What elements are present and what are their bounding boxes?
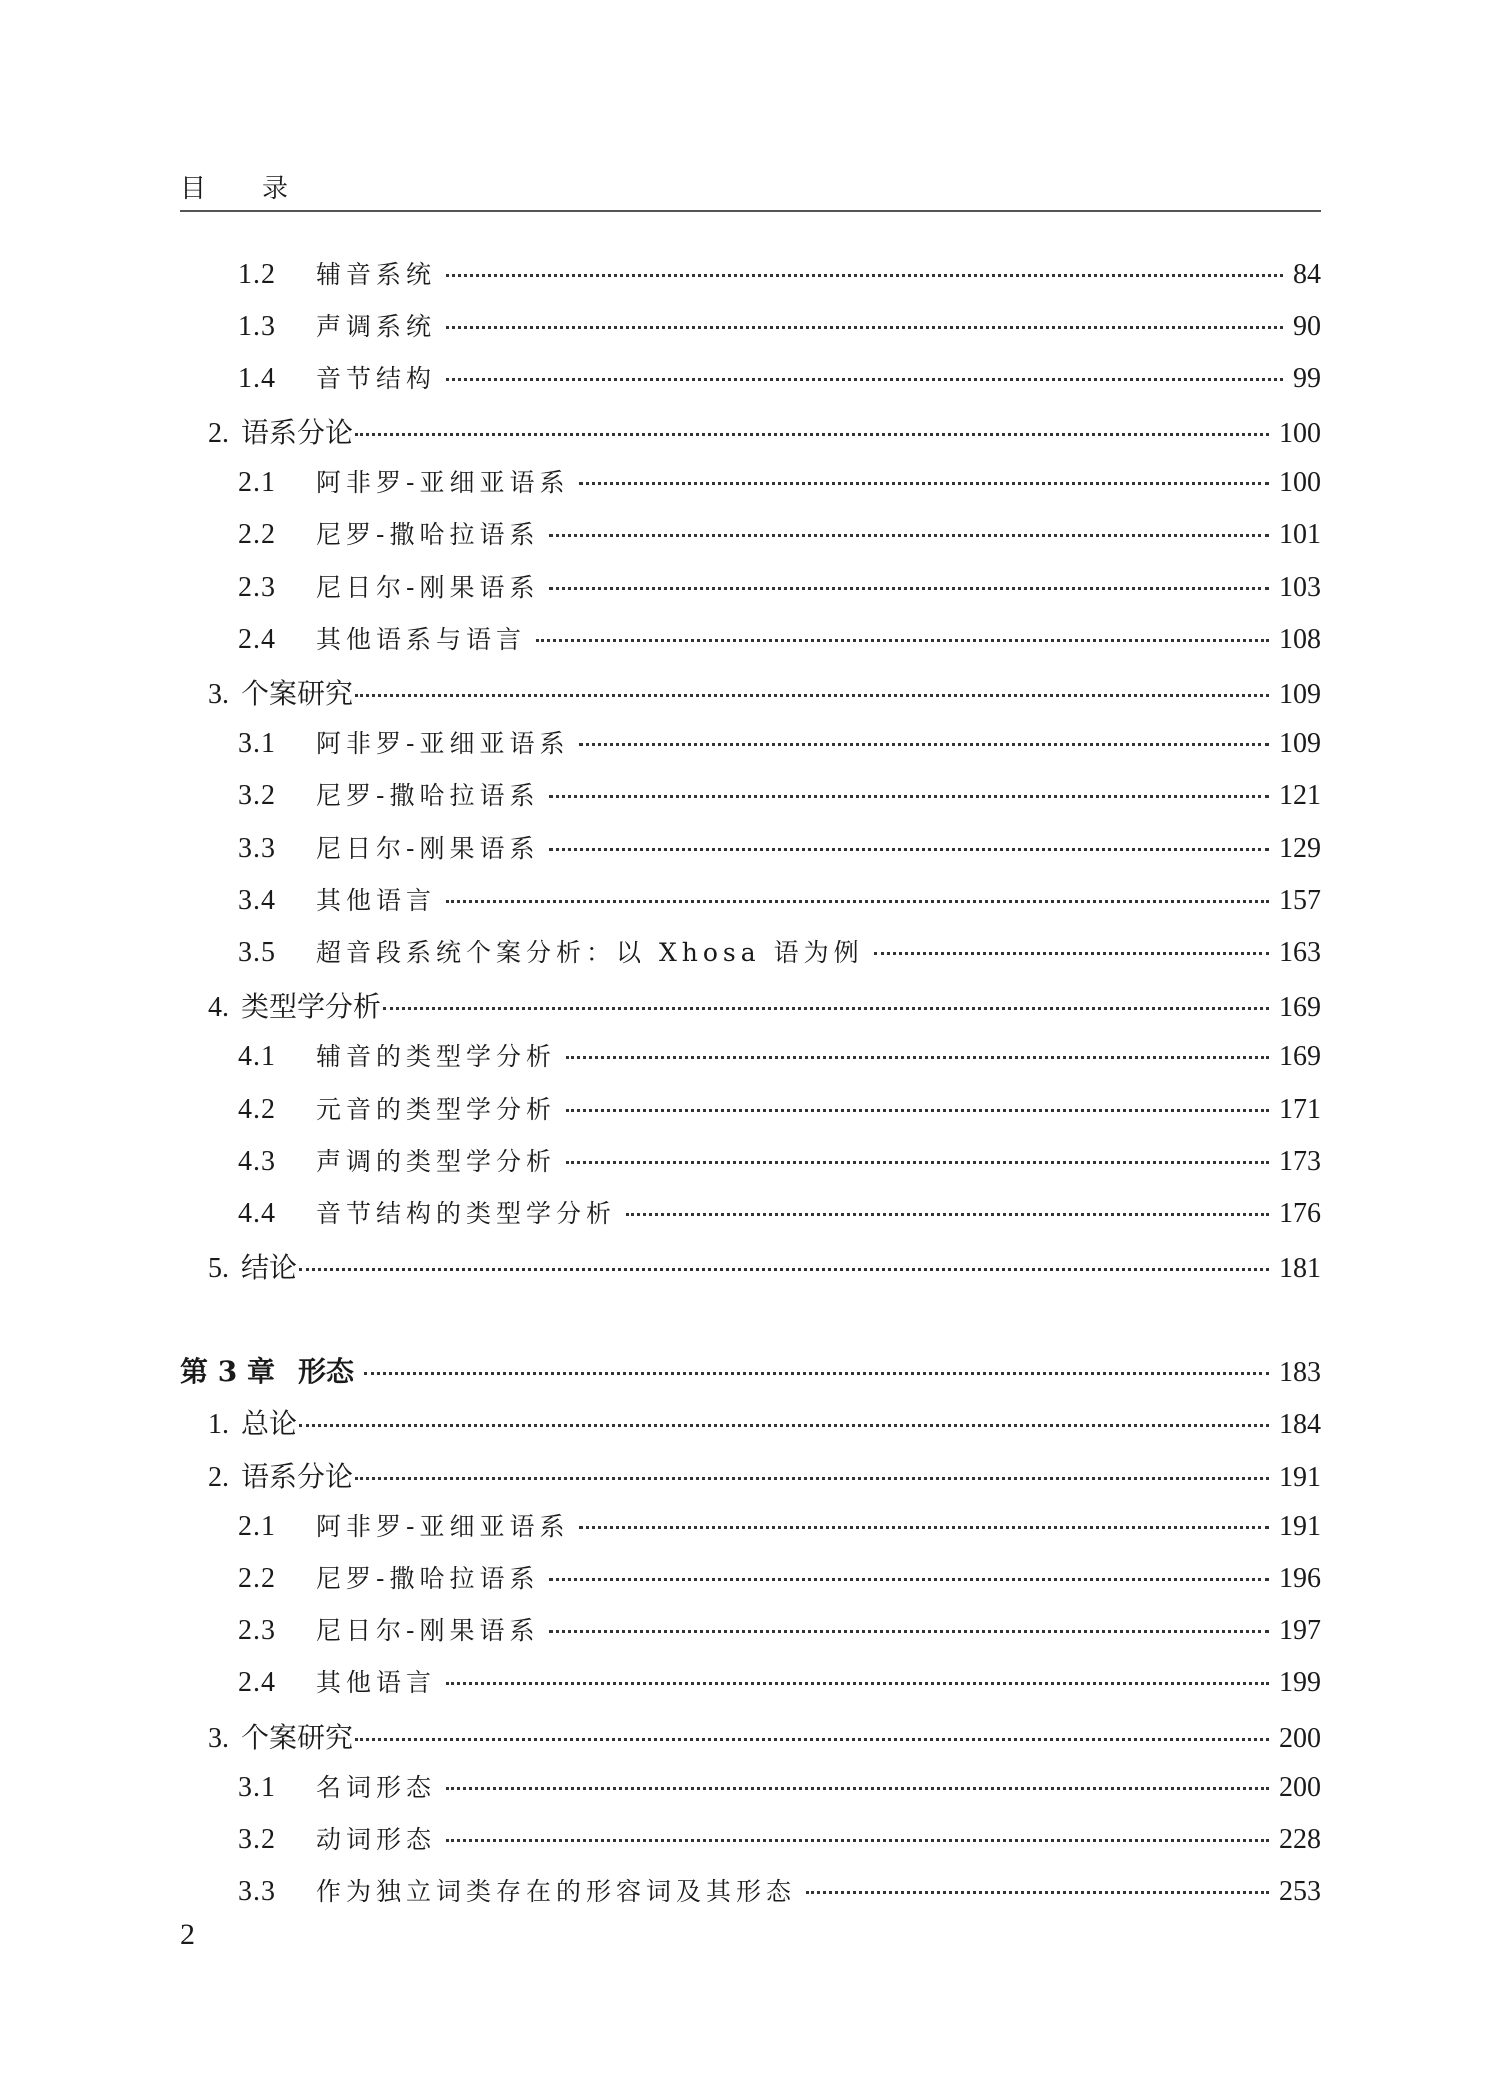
toc-entry-title: 超音段系统个案分析：以 Xhosa 语为例 <box>316 938 864 967</box>
dot-leader <box>549 1630 1269 1633</box>
toc-entry-title: 形态 <box>298 1355 355 1388</box>
toc-entry <box>238 255 1321 295</box>
dot-leader <box>874 952 1269 955</box>
toc-entry-number: 4.1 <box>238 1041 276 1072</box>
toc-entry <box>238 933 1321 973</box>
toc-entry-title: 作为独立词类存在的形容词及其形态 <box>316 1877 797 1906</box>
toc-entry-page: 100 <box>1279 418 1321 449</box>
toc-entry-number: 3.3 <box>238 833 276 864</box>
page-number: 2 <box>180 1918 195 1951</box>
toc-entry-page: 196 <box>1279 1563 1321 1594</box>
toc-entry-title: 尼罗-撒哈拉语系 <box>316 520 540 549</box>
toc-entry-page: 200 <box>1279 1772 1321 1803</box>
toc-entry-number: 4. <box>208 992 229 1023</box>
dot-leader <box>383 1007 1269 1010</box>
dot-leader <box>579 1526 1269 1529</box>
dot-leader <box>446 1839 1269 1842</box>
toc-entry-page: 109 <box>1279 728 1321 759</box>
toc-entry-title: 元音的类型学分析 <box>316 1095 557 1124</box>
toc-entry-page: 197 <box>1279 1615 1321 1646</box>
toc-entry <box>238 1142 1321 1182</box>
toc-entry <box>180 1350 1321 1390</box>
toc-entry-page: 173 <box>1279 1146 1321 1177</box>
toc-entry-title: 阿非罗-亚细亚语系 <box>316 729 570 758</box>
toc-entry-title: 声调系统 <box>316 312 437 341</box>
toc-entry-title: 尼日尔-刚果语系 <box>316 573 540 602</box>
dot-leader <box>355 1477 1269 1480</box>
dot-leader <box>549 534 1269 537</box>
toc-entry <box>208 672 1321 712</box>
dot-leader <box>299 1424 1269 1427</box>
toc-entry-number: 2.3 <box>238 1615 276 1646</box>
toc-entry <box>238 1872 1321 1912</box>
toc-entry-title: 动词形态 <box>316 1825 437 1854</box>
toc-entry-number: 3.4 <box>238 885 276 916</box>
dot-leader <box>549 795 1269 798</box>
toc-entry <box>238 724 1321 764</box>
toc-entry-page: 191 <box>1279 1462 1321 1493</box>
dot-leader <box>446 378 1283 381</box>
toc-entry-number: 3.1 <box>238 728 276 759</box>
toc-entry-page: 184 <box>1279 1409 1321 1440</box>
toc-entry <box>238 1194 1321 1234</box>
toc-entry-title: 个案研究 <box>241 1721 354 1754</box>
toc-entry-number: 2.2 <box>238 1563 276 1594</box>
toc-entry <box>238 568 1321 608</box>
toc-entry <box>208 411 1321 451</box>
toc-entry-title: 声调的类型学分析 <box>316 1147 557 1176</box>
toc-entry-title: 音节结构的类型学分析 <box>316 1199 617 1228</box>
toc-entry-number: 3.2 <box>238 780 276 811</box>
toc-entry <box>238 1611 1321 1651</box>
toc-entry-page: 100 <box>1279 467 1321 498</box>
toc-entry-page: 101 <box>1279 519 1321 550</box>
dot-leader <box>446 274 1283 277</box>
toc-entry <box>238 881 1321 921</box>
toc-entry <box>208 1246 1321 1286</box>
toc-entry-title: 语系分论 <box>241 1460 354 1493</box>
toc-entry <box>208 1716 1321 1756</box>
toc-entry-number: 2.2 <box>238 519 276 550</box>
toc-entry-title: 语系分论 <box>241 416 354 449</box>
toc-entry-number: 2.4 <box>238 1667 276 1698</box>
toc-entry-number: 1.3 <box>238 311 276 342</box>
dot-leader <box>446 1787 1269 1790</box>
dot-leader <box>355 1738 1269 1741</box>
toc-entry-number: 1.4 <box>238 363 276 394</box>
toc-entry-number: 3.1 <box>238 1772 276 1803</box>
toc-entry-number: 2.1 <box>238 1511 276 1542</box>
dot-leader <box>446 1682 1269 1685</box>
toc-entry-title: 尼日尔-刚果语系 <box>316 1616 540 1645</box>
toc-entry-page: 121 <box>1279 780 1321 811</box>
toc-entry-title: 音节结构 <box>316 364 437 393</box>
toc-entry <box>238 1820 1321 1860</box>
toc-entry-title: 其他语言 <box>316 1668 437 1697</box>
toc-entry-number: 1. <box>208 1409 229 1440</box>
toc-entry <box>238 463 1321 503</box>
dot-leader <box>536 639 1269 642</box>
toc-entry-number: 2. <box>208 418 229 449</box>
toc-entry-title: 阿非罗-亚细亚语系 <box>316 1512 570 1541</box>
toc-entry <box>238 1037 1321 1077</box>
dot-leader <box>806 1891 1269 1894</box>
toc-entry-page: 163 <box>1279 937 1321 968</box>
toc-entry-number: 1.2 <box>238 259 276 290</box>
toc-entry-title: 总论 <box>241 1407 298 1440</box>
toc-entry-page: 108 <box>1279 624 1321 655</box>
toc-entry-page: 228 <box>1279 1824 1321 1855</box>
toc-entry-number: 4.2 <box>238 1094 276 1125</box>
dot-leader <box>566 1161 1269 1164</box>
dot-leader <box>364 1372 1269 1375</box>
running-header-left: 目 <box>180 174 207 204</box>
toc-entry-number: 4.4 <box>238 1198 276 1229</box>
toc-entry <box>238 829 1321 869</box>
toc-entry <box>238 620 1321 660</box>
toc-entry-page: 84 <box>1293 259 1321 290</box>
toc-entry-page: 157 <box>1279 885 1321 916</box>
toc-entry <box>238 1090 1321 1130</box>
toc-entry-number: 2.1 <box>238 467 276 498</box>
toc-entry-number: 第 3 章 <box>180 1355 275 1388</box>
toc-entry-page: 176 <box>1279 1198 1321 1229</box>
toc-entry-number: 3.3 <box>238 1876 276 1907</box>
dot-leader <box>579 482 1269 485</box>
toc-entry <box>208 1455 1321 1495</box>
toc-entry-page: 181 <box>1279 1253 1321 1284</box>
toc-entry-page: 169 <box>1279 992 1321 1023</box>
dot-leader <box>446 900 1269 903</box>
toc-entry-title: 阿非罗-亚细亚语系 <box>316 468 570 497</box>
toc-entry-title: 尼罗-撒哈拉语系 <box>316 1564 540 1593</box>
toc-entry-page: 183 <box>1279 1357 1321 1388</box>
toc-entry-number: 3.2 <box>238 1824 276 1855</box>
dot-leader <box>549 1578 1269 1581</box>
toc-entry-page: 90 <box>1293 311 1321 342</box>
toc-entry-page: 169 <box>1279 1041 1321 1072</box>
toc-entry <box>238 1559 1321 1599</box>
toc-entry-number: 2.4 <box>238 624 276 655</box>
toc-entry-title: 个案研究 <box>241 677 354 710</box>
dot-leader <box>549 848 1269 851</box>
dot-leader <box>355 433 1269 436</box>
toc-entry <box>238 1507 1321 1547</box>
toc-entry-title: 名词形态 <box>316 1773 437 1802</box>
dot-leader <box>549 587 1269 590</box>
toc-entry <box>238 307 1321 347</box>
toc-entry-number: 2. <box>208 1462 229 1493</box>
toc-entry <box>208 985 1321 1025</box>
dot-leader <box>566 1109 1269 1112</box>
toc-entry-number: 3.5 <box>238 937 276 968</box>
toc-entry-number: 2.3 <box>238 572 276 603</box>
toc-entry-title: 类型学分析 <box>241 990 382 1023</box>
toc-entry-page: 99 <box>1293 363 1321 394</box>
dot-leader <box>566 1056 1269 1059</box>
toc-entry-page: 109 <box>1279 679 1321 710</box>
toc-entry-page: 191 <box>1279 1511 1321 1542</box>
dot-leader <box>579 743 1269 746</box>
toc-entry-page: 103 <box>1279 572 1321 603</box>
dot-leader <box>299 1268 1269 1271</box>
toc-entry-title: 其他语言 <box>316 886 437 915</box>
toc-entry-title: 其他语系与语言 <box>316 625 527 654</box>
toc-entry-page: 200 <box>1279 1723 1321 1754</box>
toc-entry-page: 253 <box>1279 1876 1321 1907</box>
toc-entry-title: 辅音系统 <box>316 260 437 289</box>
toc-entry-title: 尼日尔-刚果语系 <box>316 834 540 863</box>
toc-entry-title: 尼罗-撒哈拉语系 <box>316 781 540 810</box>
dot-leader <box>626 1213 1269 1216</box>
toc-entry <box>238 1768 1321 1808</box>
toc-entry-number: 5. <box>208 1253 229 1284</box>
toc-entry <box>238 359 1321 399</box>
toc-entry <box>238 776 1321 816</box>
toc-entry-page: 129 <box>1279 833 1321 864</box>
toc-entry-number: 4.3 <box>238 1146 276 1177</box>
toc-entry <box>238 1663 1321 1703</box>
dot-leader <box>446 326 1283 329</box>
toc-entry-page: 171 <box>1279 1094 1321 1125</box>
running-header-right: 录 <box>262 174 289 204</box>
toc-entry-title: 结论 <box>241 1251 298 1284</box>
toc-entry <box>208 1402 1321 1442</box>
dot-leader <box>355 694 1269 697</box>
toc-entry <box>238 515 1321 555</box>
toc-entry-number: 3. <box>208 679 229 710</box>
toc-entry-number: 3. <box>208 1723 229 1754</box>
toc-entry-title: 辅音的类型学分析 <box>316 1042 557 1071</box>
toc-entry-page: 199 <box>1279 1667 1321 1698</box>
